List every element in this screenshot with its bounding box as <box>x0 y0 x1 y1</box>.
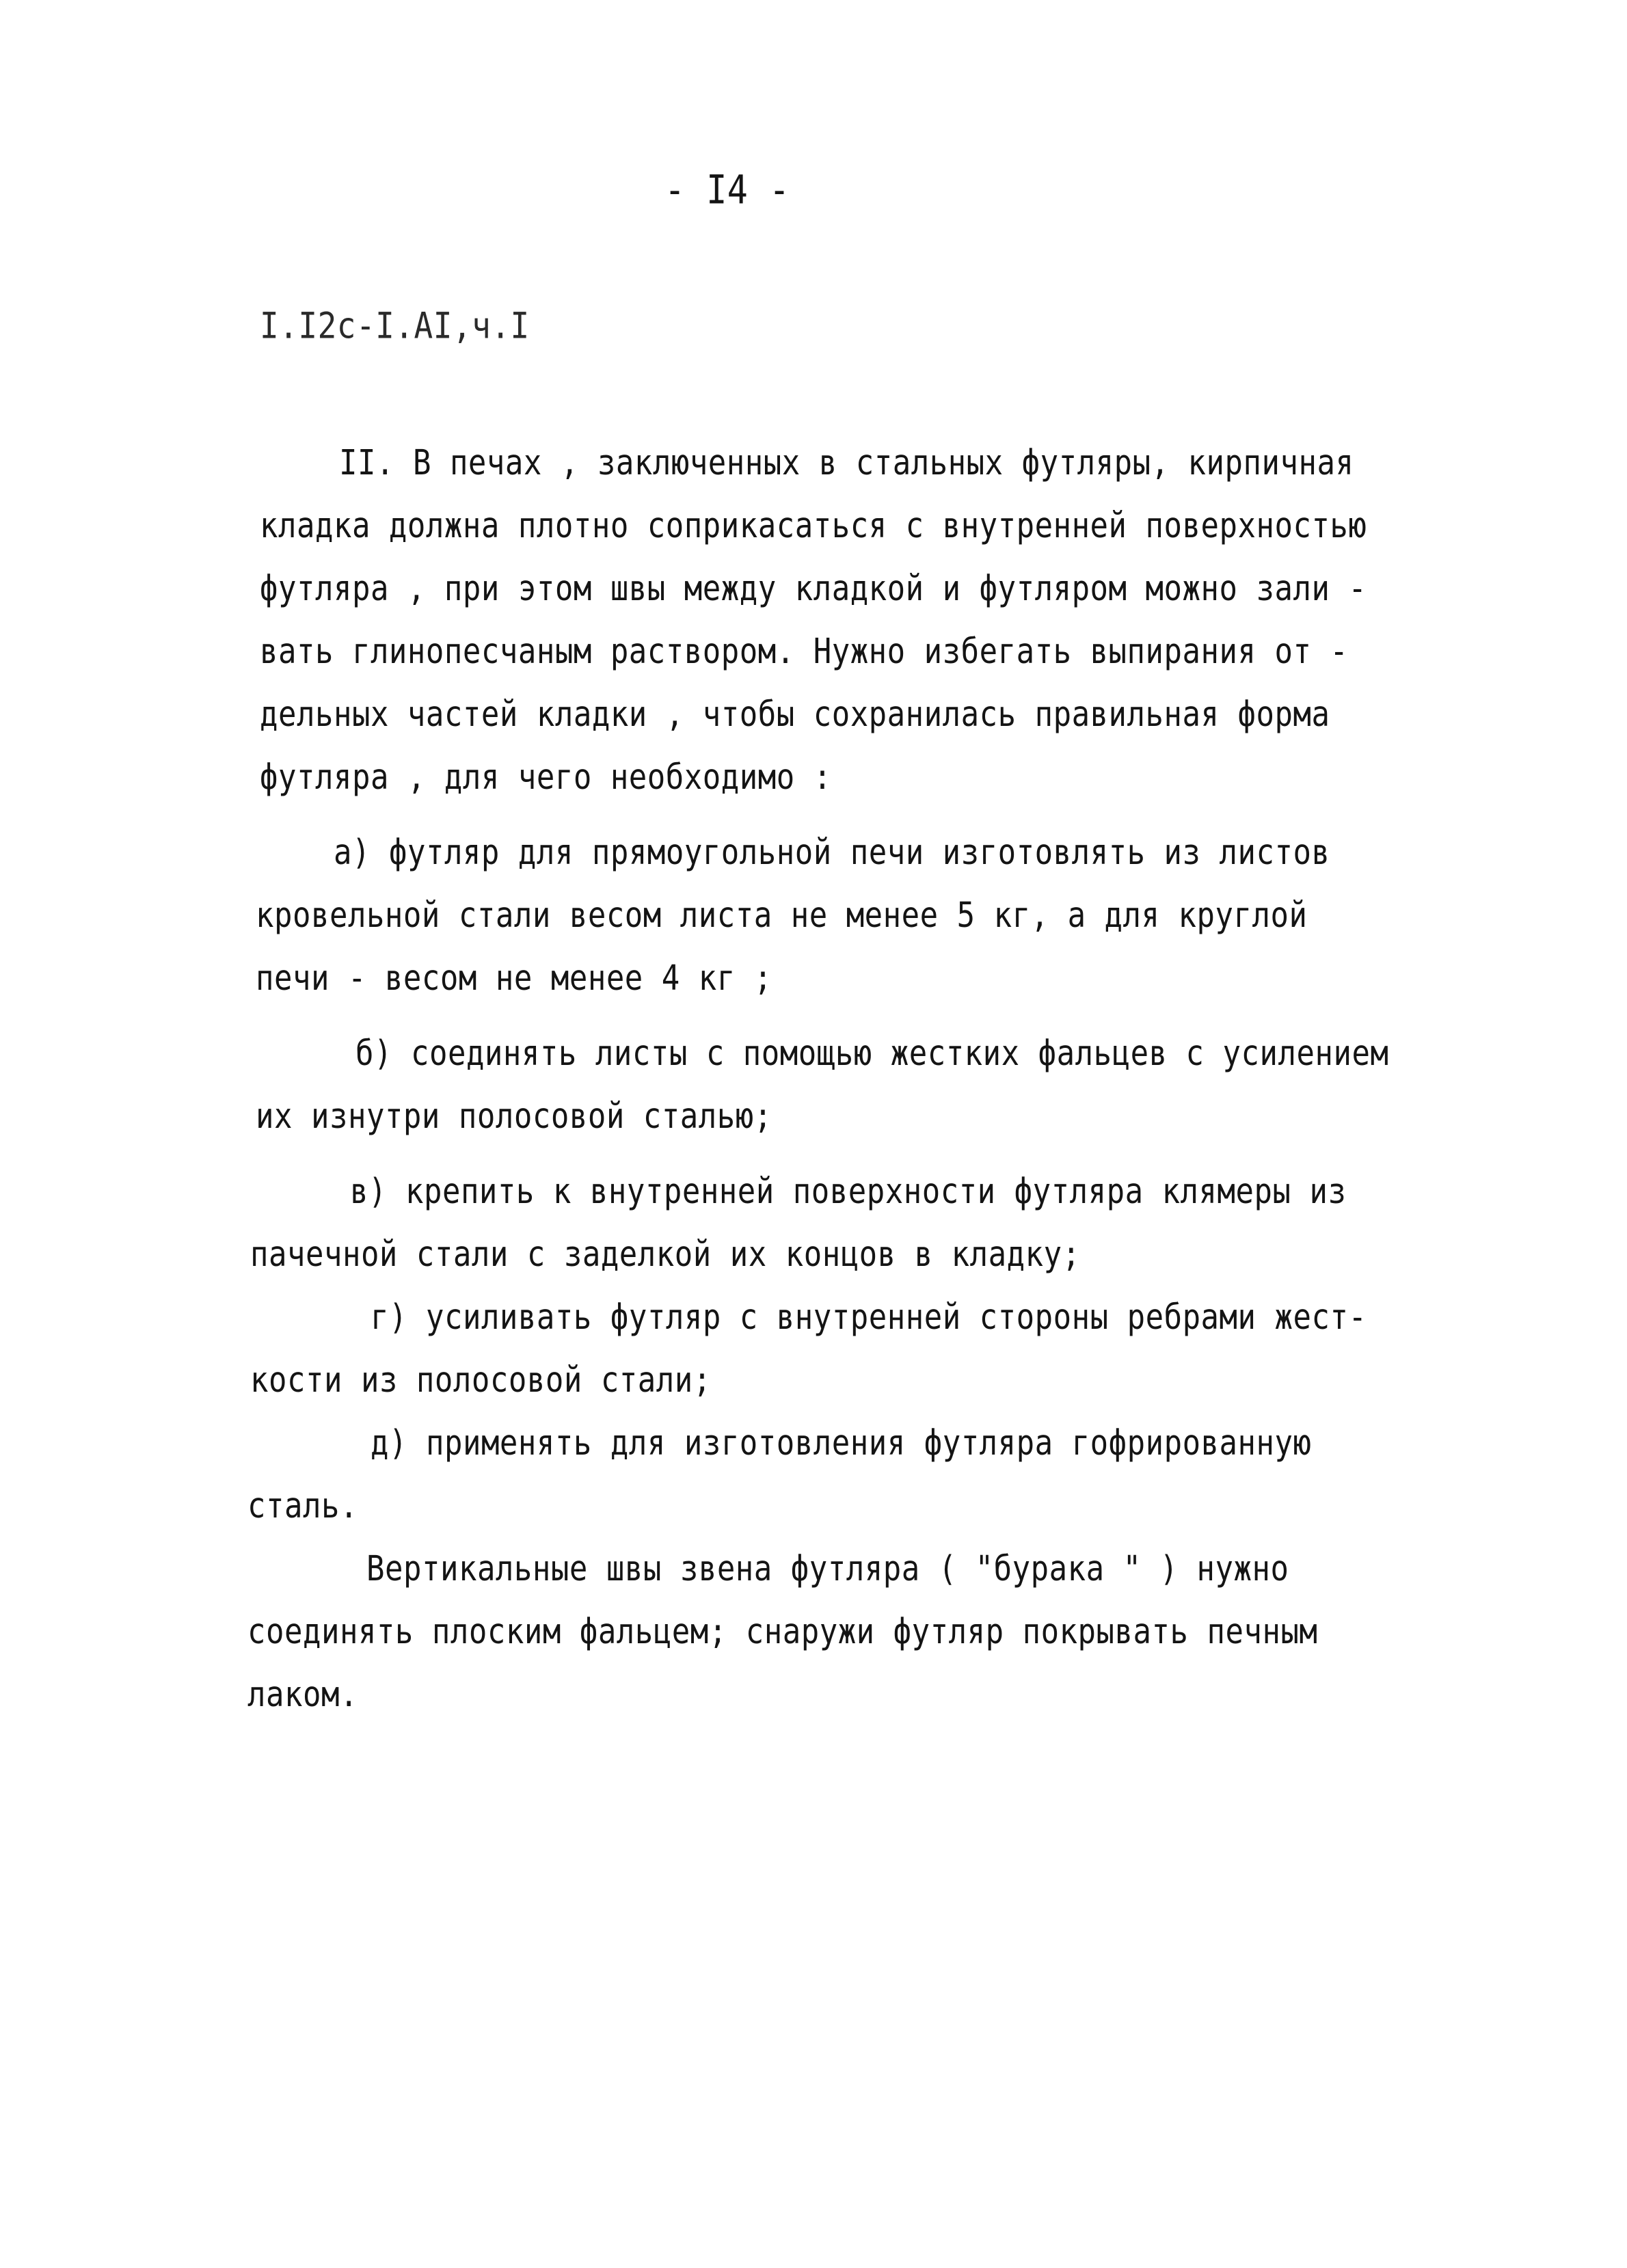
text-line: вать глинопесчаным раствором. Нужно избегать выпирания от - <box>260 632 1349 672</box>
text-line: соединять плоским фальцем; снаружи футляр покрывать печным <box>247 1612 1318 1652</box>
text-line: Вертикальные швы звена футляра ( "бурака " ) нужно <box>366 1549 1289 1589</box>
text-line: дельных частей кладки , чтобы сохранилась правильная форма <box>260 694 1330 735</box>
text-line: кровельной стали весом листа не менее 5 кг, а для круглой <box>256 895 1308 936</box>
text-line: лаком. <box>247 1675 358 1715</box>
page-number: - I4 - <box>664 167 790 213</box>
document-code: I.I2c-I.AI,ч.I <box>260 303 530 347</box>
text-line: б) соединять листы с помощью жестких фальцев с усилением <box>355 1034 1389 1074</box>
text-line: кости из полосовой стали; <box>250 1360 712 1401</box>
text-line: кладка должна плотно соприкасаться с внутренней поверхностью <box>260 506 1367 546</box>
text-line: г) усиливать футляр с внутренней стороны ребрами жест- <box>371 1297 1367 1338</box>
text-line: сталь. <box>247 1486 358 1526</box>
text-line: а) футляр для прямоугольной печи изготовлять из листов <box>334 833 1330 873</box>
text-line: их изнутри полосовой сталью; <box>256 1096 772 1137</box>
text-line: футляра , для чего необходимо : <box>260 757 832 798</box>
text-line: II. В печах , заключенных в стальных футляры, кирпичная <box>339 443 1354 483</box>
text-line: пачечной стали с заделкой их концов в кладку; <box>250 1234 1081 1275</box>
text-line: д) применять для изготовления футляра гофрированную <box>371 1423 1312 1463</box>
text-line: в) крепить к внутренней поверхности футляра клямеры из <box>350 1172 1347 1212</box>
text-line: печи - весом не менее 4 кг ; <box>256 958 772 999</box>
text-line: футляра , при этом швы между кладкой и футляром можно зали - <box>260 569 1367 609</box>
